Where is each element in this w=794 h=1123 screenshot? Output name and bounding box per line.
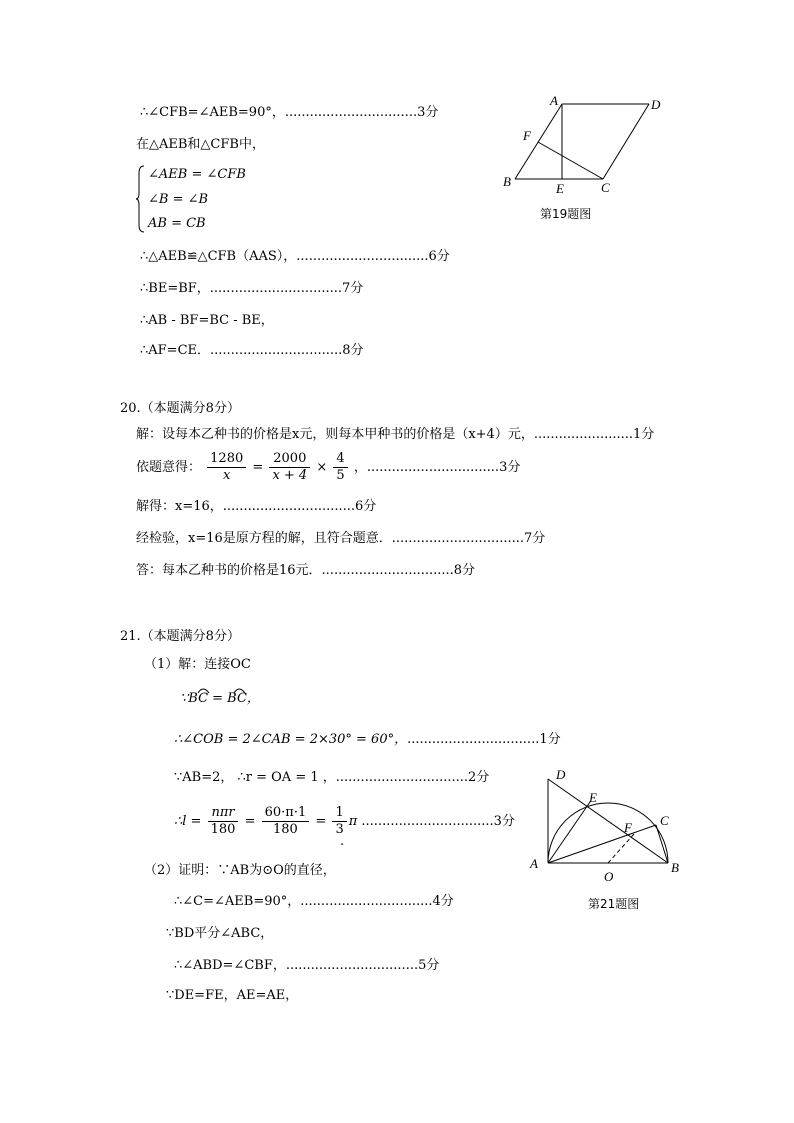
q21-fraction-2: $\frac{60\cdot\pi\cdot 1}{180}$ bbox=[262, 805, 310, 838]
fig21-label-b: B bbox=[671, 860, 679, 875]
fig19-label-c: C bbox=[601, 180, 610, 195]
q19-system-eq-1: ∠AEB = ∠CFB bbox=[148, 167, 246, 182]
q19-line-3: ∴△AEB≌△CFB（AAS），................................6分 bbox=[140, 249, 450, 264]
figure-21-semicircle bbox=[525, 762, 690, 887]
fig19-label-b: B bbox=[503, 174, 511, 189]
q20-line-1: 解：设每本乙种书的价格是x元，则每本甲种书的价格是（x+4）元，........................1分 bbox=[136, 427, 655, 442]
q19-line-4: ∴BE=BF，................................7分 bbox=[140, 281, 364, 296]
fig19-label-f: F bbox=[523, 128, 531, 143]
q20-fraction-3: $\frac{4}{5}$ bbox=[333, 451, 347, 484]
fig19-label-e: E bbox=[556, 181, 564, 196]
fig19-label-d: D bbox=[651, 97, 661, 112]
fig21-label-d: D bbox=[556, 767, 566, 782]
q19-line-6: ∴AF=CE．................................8分 bbox=[140, 343, 364, 358]
q20-fraction-1: $\frac{1280}{x}$ bbox=[207, 451, 246, 484]
fig21-label-c: C bbox=[660, 813, 669, 828]
q20-equation-line: 依题意得： $\frac{1280}{x}$ = $\frac{2000}{x + 4}$ × $\frac{4}{5}$ ，................................3分 bbox=[136, 451, 521, 483]
system-brace-icon bbox=[136, 165, 146, 233]
fig19-label-a: A bbox=[550, 93, 558, 108]
q21-arc-line: ∵BC = BC， bbox=[180, 691, 260, 706]
q21-de-line: ∵DE=FE，AE=AE， bbox=[166, 988, 299, 1003]
q19-system-eq-2: ∠B = ∠B bbox=[148, 192, 209, 207]
q19-system-eq-3: AB = CB bbox=[148, 216, 206, 231]
q21-c90-line: ∴∠C=∠AEB=90°，................................4分 bbox=[174, 894, 454, 909]
fig21-label-f: F bbox=[624, 820, 632, 835]
q21-fraction-3: $\frac{1}{3}$ bbox=[332, 805, 346, 838]
q20-fraction-2: $\frac{2000}{x + 4}$ bbox=[269, 451, 310, 484]
q21-bisect-line: ∵BD平分∠ABC， bbox=[166, 926, 274, 941]
figure-21-caption: 第21题图 bbox=[588, 897, 640, 911]
arc-mark-icon bbox=[197, 684, 257, 694]
q21-cob-line: ∴∠COB = 2∠CAB = 2×30° = 60°，................................1分 bbox=[174, 732, 561, 747]
q19-line-1: ∴∠CFB=∠AEB=90°，................................3分 bbox=[140, 105, 439, 120]
q20-line-5: 答：每本乙种书的价格是16元．................................8分 bbox=[136, 563, 476, 578]
q19-line-2: 在△AEB和△CFB中， bbox=[136, 137, 265, 152]
q20-header: 20.（本题满分8分） bbox=[120, 401, 240, 416]
q19-line-5: ∴AB - BF=BC - BE， bbox=[140, 313, 274, 328]
figure-19-caption: 第19题图 bbox=[540, 207, 592, 221]
q21-fraction-1: $\frac{\text{nπr}}{180}$ bbox=[208, 805, 239, 838]
figure-19-parallelogram bbox=[495, 92, 675, 202]
q21-part-1: （1）解：连接OC bbox=[144, 657, 251, 672]
q20-line-3: 解得：x=16，................................6分 bbox=[136, 499, 377, 514]
fig21-label-o: O bbox=[604, 869, 614, 884]
fig21-label-a: A bbox=[530, 856, 538, 871]
q21-part-2: （2）证明：∵AB为⊙O的直径， bbox=[144, 863, 336, 878]
fig21-label-e: E bbox=[589, 790, 597, 805]
q21-abd-line: ∴∠ABD=∠CBF，................................5分 bbox=[174, 958, 440, 973]
q21-arc-length-line: ∴l = $\frac{\text{nπr}}{180}$ = $\frac{60\cdot\pi\cdot 1}{180}$ = $\frac{1}{3}$ π ................................3分 bbox=[174, 805, 515, 837]
q20-line-4: 经检验，x=16是原方程的解，且符合题意．................................7分 bbox=[136, 531, 546, 546]
q21-radius-line: ∵AB=2， ∴r = OA = 1 ，................................2分 bbox=[174, 770, 490, 785]
q21-header: 21.（本题满分8分） bbox=[120, 629, 240, 644]
q21-period: . bbox=[340, 834, 345, 849]
